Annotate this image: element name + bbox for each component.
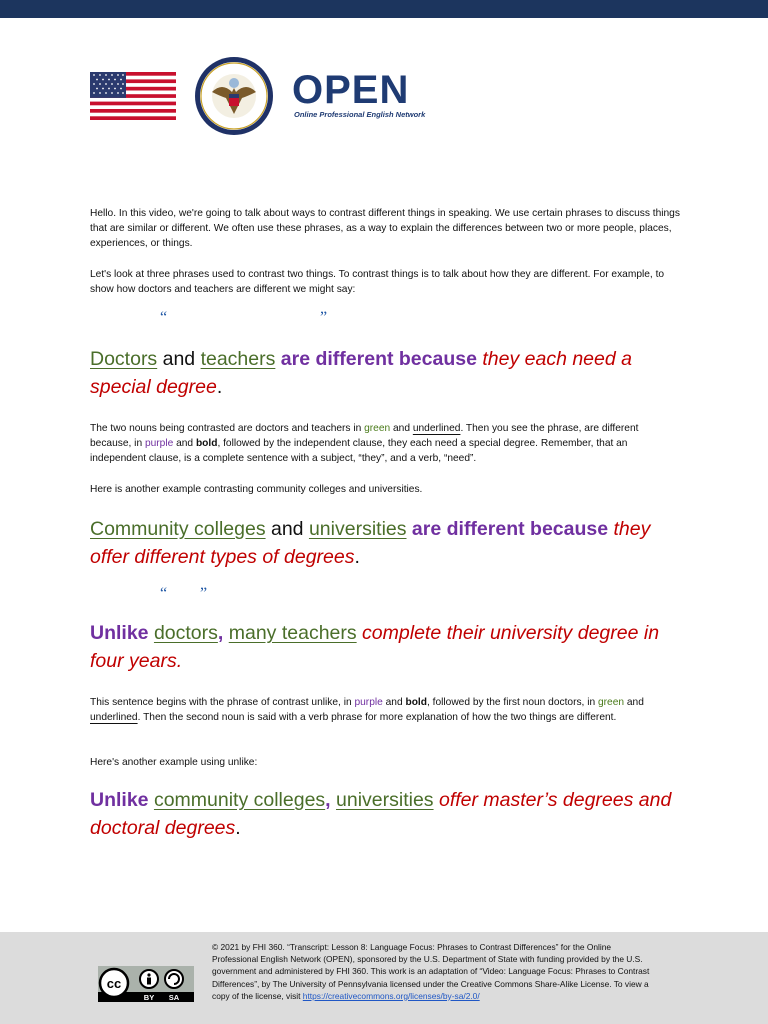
svg-text:cc: cc <box>106 976 122 991</box>
svg-text:BY: BY <box>143 993 155 1002</box>
transcript-body <box>90 206 680 842</box>
example-sentence-4: Unlike community colleges, universities offer master’s degrees and doctoral degrees. <box>90 789 672 839</box>
example-sentence-1: Doctors and teachers are different because they each need a special degree. <box>90 348 632 398</box>
close-quote: ” <box>320 309 328 326</box>
open-subtitle: Online Professional English Network <box>294 110 426 119</box>
explanation-paragraph-2: This sentence begins with the phrase of contrast unlike, in purple and bold, followed by the first noun doctors, in green and underlined. Then the second noun is said with a verb phrase for more explanation of how the two things are different. <box>90 697 644 723</box>
open-logo <box>292 70 432 130</box>
license-footer <box>0 932 768 1024</box>
explanation-paragraph-1: The two nouns being contrasted are doctors and teachers in green and underlined. Then you see the phrase, are different because, in purple and bold, followed by the independent clause, they each need a special degree. Remember, that an independent clause, is a complete sentence with a subject, “they”, and a verb, “need”. <box>90 423 639 464</box>
open-quote: “ <box>160 309 168 326</box>
close-quote-2: ” <box>200 585 208 602</box>
us-flag-icon <box>90 72 176 120</box>
quote-marks-2 <box>90 571 680 619</box>
independent-clause: they each need a special degree <box>90 348 632 398</box>
quote-marks-1 <box>90 297 680 345</box>
example-sentence-2: Community colleges and universities are different because they offer different types of degrees. <box>90 518 651 568</box>
contrast-phrase: are different because <box>275 348 483 370</box>
license-link[interactable]: https://creativecommons.org/licenses/by-sa/2.0/ <box>302 990 480 1001</box>
top-banner <box>0 0 768 18</box>
open-wordmark: OPEN <box>292 68 410 112</box>
paragraph-another-example: Here is another example contrasting community colleges and universities. <box>90 484 423 495</box>
noun-teachers: teachers <box>200 348 276 370</box>
paragraph-unlike-example: Here's another example using unlike: <box>90 757 258 768</box>
svg-text:SA: SA <box>168 993 180 1002</box>
creative-commons-by-sa-badge-icon <box>98 966 194 1002</box>
department-of-state-seal-icon <box>194 56 274 136</box>
license-text: © 2021 by FHI 360. “Transcript: Lesson 8: Language Focus: Phrases to Contrast Differences” for the Online Professional English Network (OPEN), sponsored by the U.S. Department of State with funding provided by the U.S. government and administered by FHI 360. This work is an adaptation of “Video: Language Focus: Phrases to Contrast Differences”, by The University of Pennsylvania licensed under the Creative Commons Share-Alike License. To view a copy of the license, visit https://creativecommons.org/licenses/by-sa/2.0/ <box>212 942 650 1001</box>
example-sentence-3: Unlike doctors, many teachers complete their university degree in four years. <box>90 622 660 672</box>
header-logos <box>90 56 690 140</box>
paragraph-phrases: Let's look at three phrases used to contrast two things. To contrast things is to talk about how they are different. For example, to show how doctors and teachers are different we might say: <box>90 269 665 295</box>
intro-paragraph: Hello. In this video, we're going to talk about ways to contrast different things in speaking. We use certain phrases to discuss things that are similar or different. We often use these phrases, as a way to explain the differences between two or more people, places, experiences, or things. <box>90 208 680 249</box>
open-quote-2: “ <box>160 585 168 602</box>
noun-doctors: Doctors <box>90 348 158 370</box>
